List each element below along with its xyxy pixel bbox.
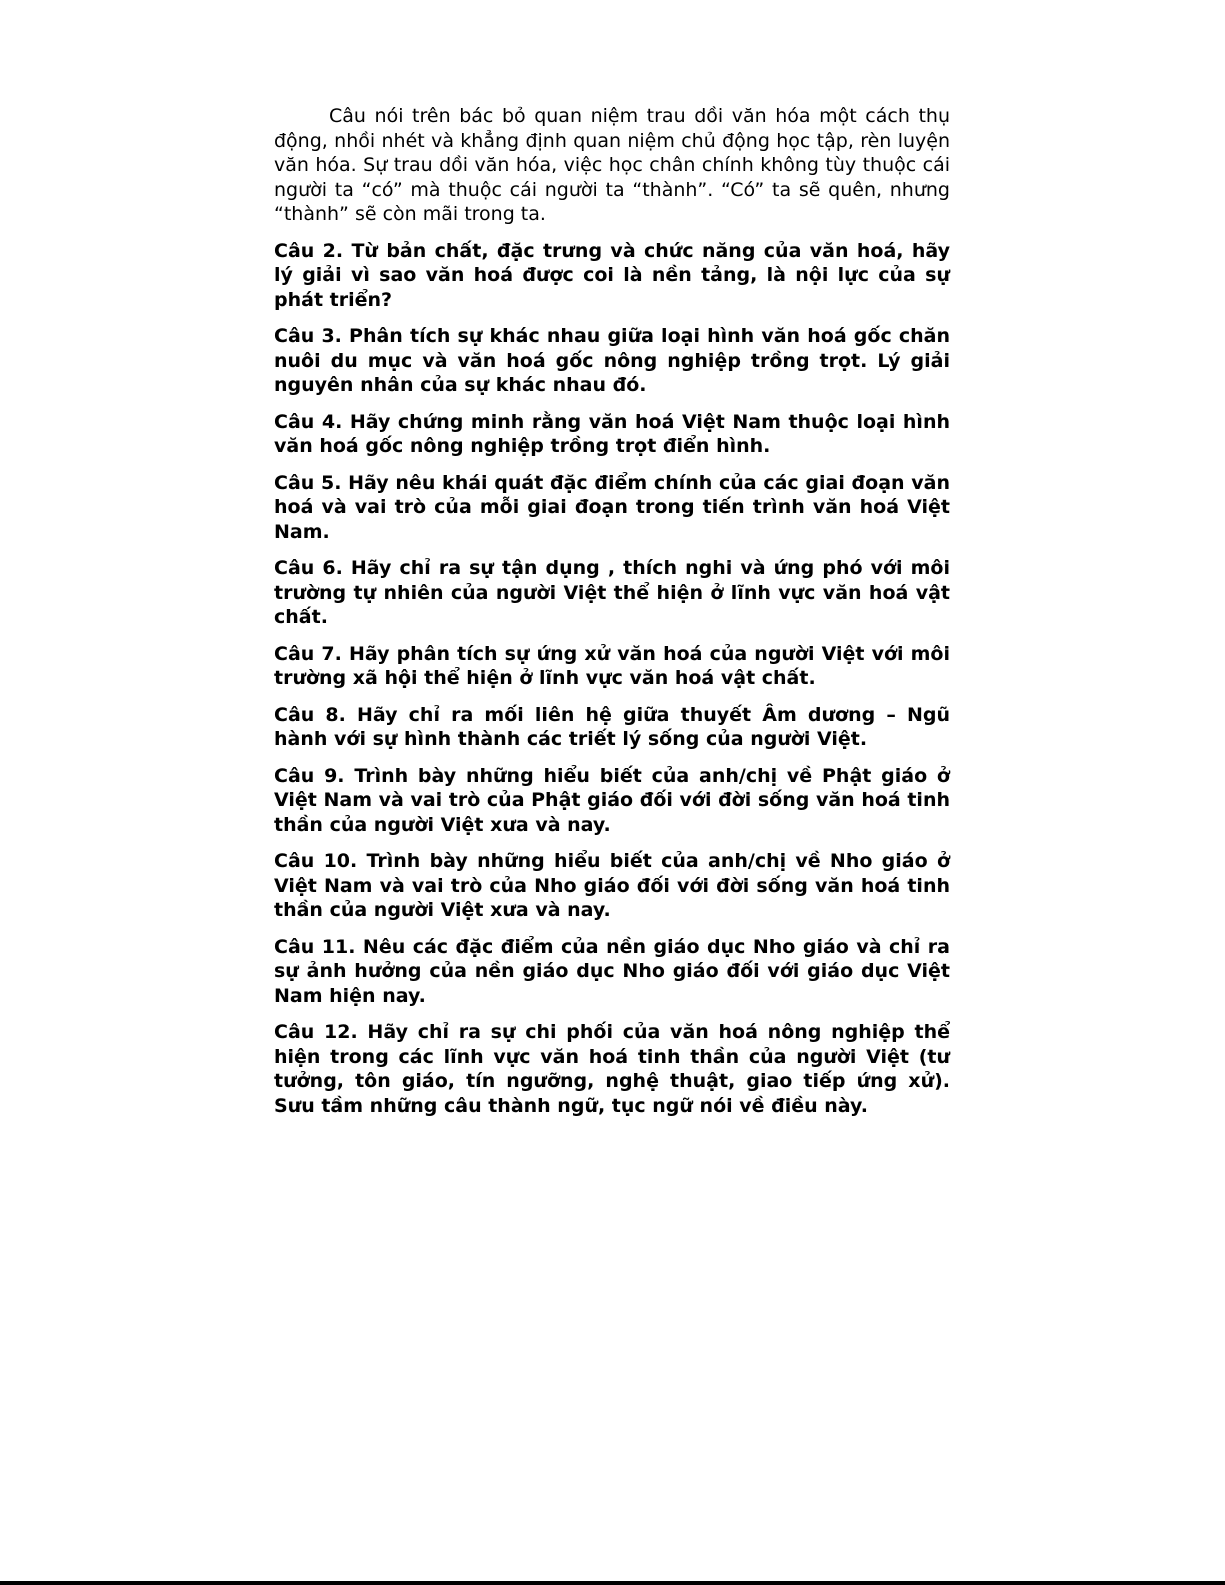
- question-3: Câu 3. Phân tích sự khác nhau giữa loại hình văn hoá gốc chăn nuôi du mục và văn hoá gốc nông nghiệp trồng trọt. Lý giải nguyên nhân của sự khác nhau đó.: [274, 325, 950, 396]
- question-5: Câu 5. Hãy nêu khái quát đặc điểm chính của các giai đoạn văn hoá và vai trò của mỗi giai đoạn trong tiến trình văn hoá Việt Nam.: [274, 471, 950, 543]
- intro-paragraph: Câu nói trên bác bỏ quan niệm trau dồi văn hóa một cách thụ động, nhồi nhét và khẳng định quan niệm chủ động học tập, rèn luyện văn hóa. Sự trau dồi văn hóa, việc học chân chính không tùy thuộc cái người ta “có” mà thuộc cái người ta “thành”. “Có” ta sẽ quên, nhưng “thành” sẽ còn mãi trong ta.: [274, 105, 950, 225]
- question-2: Câu 2. Từ bản chất, đặc trưng và chức năng của văn hoá, hãy lý giải vì sao văn hoá được coi là nền tảng, là nội lực của sự phát triển?: [274, 239, 950, 311]
- question-6: Câu 6. Hãy chỉ ra sự tận dụng , thích nghi và ứng phó với môi trường tự nhiên của người Việt thể hiện ở lĩnh vực văn hoá vật chất.: [274, 557, 950, 628]
- question-10: Câu 10. Trình bày những hiểu biết của anh/chị về Nho giáo ở Việt Nam và vai trò của Nho giáo đối với đời sống văn hoá tinh thần của người Việt xưa và nay.: [274, 850, 950, 921]
- page-bottom-border: [0, 1581, 1225, 1585]
- question-9: Câu 9. Trình bày những hiểu biết của anh/chị về Phật giáo ở Việt Nam và vai trò của Phật giáo đối với đời sống văn hoá tinh thần của người Việt xưa và nay.: [274, 764, 950, 836]
- question-4: Câu 4. Hãy chứng minh rằng văn hoá Việt Nam thuộc loại hình văn hoá gốc nông nghiệp trồng trọt điển hình.: [274, 410, 950, 457]
- question-7: Câu 7. Hãy phân tích sự ứng xử văn hoá của người Việt với môi trường xã hội thể hiện ở lĩnh vực văn hoá vật chất.: [274, 642, 950, 689]
- question-12: Câu 12. Hãy chỉ ra sự chi phối của văn hoá nông nghiệp thể hiện trong các lĩnh vực văn hoá tinh thần của người Việt (tư tưởng, tôn giáo, tín ngưỡng, nghệ thuật, giao tiếp ứng xử). Sưu tầm những câu thành ngữ, tục ngữ nói về điều này.: [274, 1021, 950, 1117]
- question-8: Câu 8. Hãy chỉ ra mối liên hệ giữa thuyết Âm dương – Ngũ hành với sự hình thành các triết lý sống của người Việt.: [274, 703, 950, 750]
- question-11: Câu 11. Nêu các đặc điểm của nền giáo dục Nho giáo và chỉ ra sự ảnh hưởng của nền giáo dục Nho giáo đối với giáo dục Việt Nam hiện nay.: [274, 935, 950, 1007]
- document-body: [274, 104, 950, 1130]
